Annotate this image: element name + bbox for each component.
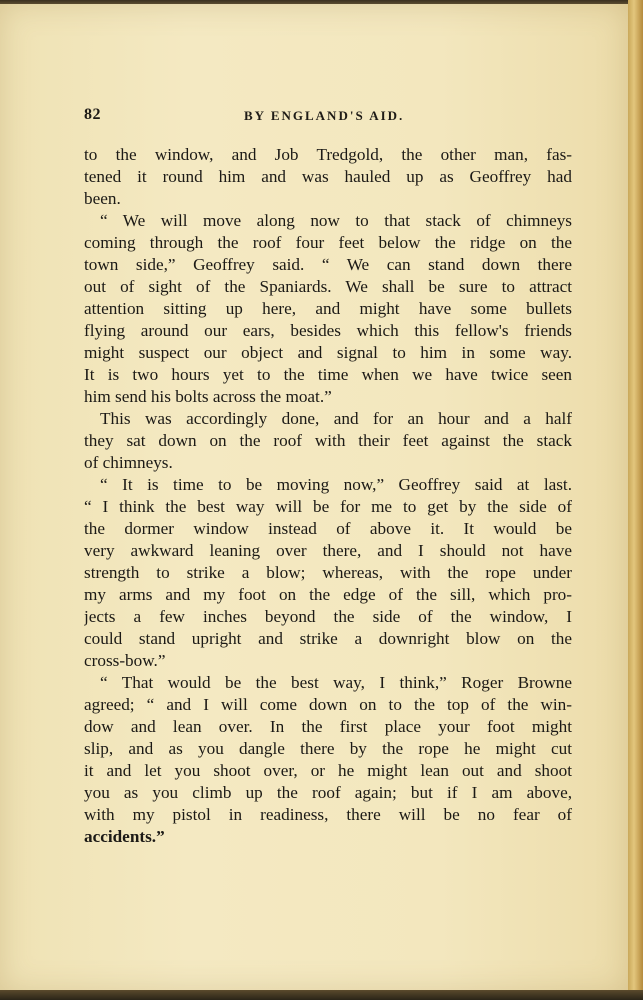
text-line: could stand upright and strike a downright blow on the — [84, 629, 572, 648]
text-line: “ I think the best way will be for me to get by the side of — [84, 497, 572, 516]
text-line: “ We will move along now to that stack of chimneys — [100, 211, 572, 230]
text-line: flying around our ears, besides which this fellow's friends — [84, 321, 572, 340]
text-line: dow and lean over. In the first place your foot might — [84, 717, 572, 736]
text-line: coming through the roof four feet below the ridge on the — [84, 233, 572, 252]
text-line: they sat down on the roof with their feet against the stack — [84, 431, 572, 450]
text-line: with my pistol in readiness, there will be no fear of — [84, 805, 572, 824]
bottom-edge-shadow — [0, 990, 643, 1000]
text-line: been. — [84, 189, 121, 208]
book-page — [0, 4, 628, 992]
text-line: of chimneys. — [84, 453, 173, 472]
text-line: to the window, and Job Tredgold, the other man, fas- — [84, 145, 572, 164]
text-line: it and let you shoot over, or he might lean out and shoot — [84, 761, 572, 780]
text-line: accidents.” — [84, 827, 165, 846]
text-line: attention sitting up here, and might have some bullets — [84, 299, 572, 318]
text-line: might suspect our object and signal to him in some way. — [84, 343, 572, 362]
text-line: him send his bolts across the moat.” — [84, 387, 332, 406]
text-line: tened it round him and was hauled up as Geoffrey had — [84, 167, 572, 186]
running-title: BY ENGLAND'S AID. — [244, 108, 405, 123]
text-line: you as you climb up the roof again; but if I am above, — [84, 783, 572, 802]
text-line: my arms and my foot on the edge of the sill, which pro- — [84, 585, 572, 604]
running-head — [84, 106, 570, 128]
page-gilt-edge — [628, 0, 643, 1000]
page-number: 82 — [84, 106, 101, 123]
body-text — [84, 144, 572, 848]
text-line: “ That would be the best way, I think,” Roger Browne — [100, 673, 572, 692]
text-line: agreed; “ and I will come down on to the top of the win- — [84, 695, 572, 714]
text-line: out of sight of the Spaniards. We shall be sure to attract — [84, 277, 572, 296]
text-line: very awkward leaning over there, and I should not have — [84, 541, 572, 560]
text-line: town side,” Geoffrey said. “ We can stand down there — [84, 255, 572, 274]
text-line: slip, and as you dangle there by the rope he might cut — [84, 739, 572, 758]
text-line: jects a few inches beyond the side of the window, I — [84, 607, 572, 626]
text-line: strength to strike a blow; whereas, with the rope under — [84, 563, 572, 582]
text-line: cross-bow.” — [84, 651, 166, 670]
text-line: This was accordingly done, and for an hour and a half — [100, 409, 572, 428]
text-line: the dormer window instead of above it. It would be — [84, 519, 572, 538]
text-line: It is two hours yet to the time when we have twice seen — [84, 365, 572, 384]
text-line: “ It is time to be moving now,” Geoffrey said at last. — [100, 475, 572, 494]
